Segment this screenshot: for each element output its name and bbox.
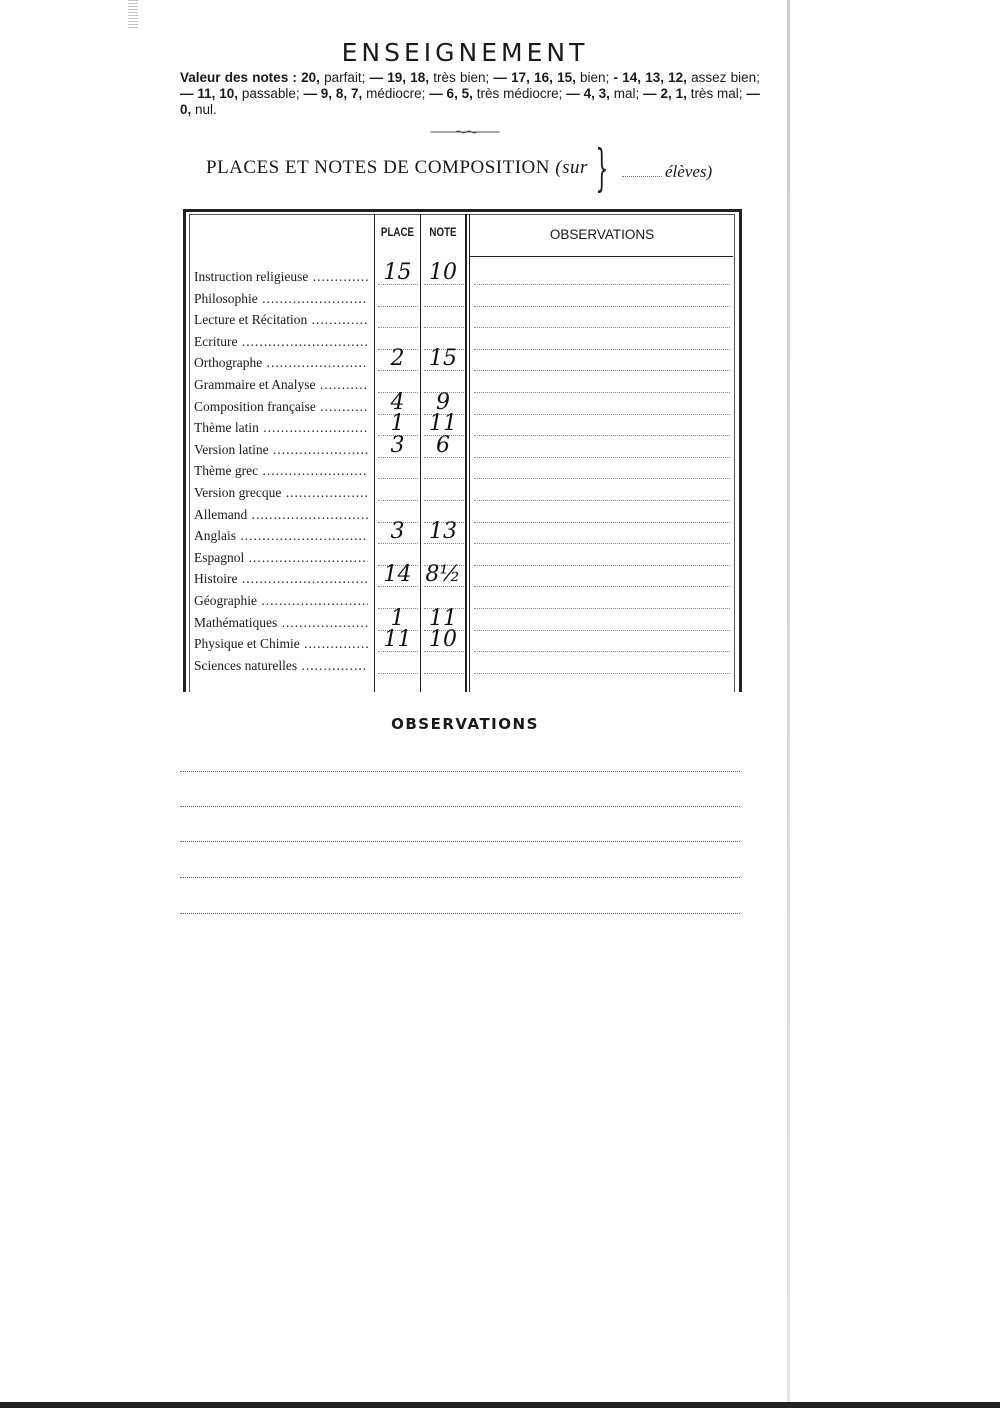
table-row <box>0 389 1000 419</box>
grade-word: nul. <box>195 102 217 117</box>
observation-cell[interactable] <box>474 565 730 566</box>
page-edge-right <box>787 0 790 1408</box>
brace-icon: } <box>595 139 609 197</box>
observation-cell[interactable] <box>474 543 730 544</box>
table-row <box>0 260 1000 289</box>
place-value: 11 <box>383 627 412 653</box>
table-row <box>0 332 1000 354</box>
grade-value: — 17, 16, 15, <box>493 70 576 85</box>
subject-label: Thème latin ..... <box>194 420 368 436</box>
observation-cell[interactable] <box>474 586 730 587</box>
table-row <box>0 656 1000 678</box>
observation-cell[interactable] <box>474 500 730 501</box>
subject-label: Grammaire et Analyse ..... <box>194 377 368 393</box>
place-value: 4 <box>390 389 405 415</box>
note-value: 10 <box>429 627 457 653</box>
note-value: 10 <box>429 260 457 285</box>
subject-label: Mathématiques ..... <box>194 615 368 631</box>
place-value: 15 <box>383 260 412 285</box>
subject-label: Version grecque ..... <box>194 485 368 501</box>
table-row <box>0 483 1000 505</box>
subject-label: Thème grec ..... <box>194 463 368 479</box>
grade-word: très mal; <box>690 86 743 101</box>
observation-cell[interactable] <box>474 608 730 609</box>
table-row <box>0 627 1000 656</box>
observation-line[interactable] <box>180 841 740 842</box>
page-edge-bottom <box>0 1402 1000 1408</box>
subheading-eleves: élèves) <box>665 162 713 181</box>
column-header-note: NOTE <box>429 227 457 239</box>
grade-value: — 9, 8, 7, <box>303 86 363 101</box>
place-value: 1 <box>390 411 405 437</box>
table-row <box>0 310 1000 332</box>
subject-label: Philosophie ..... <box>194 291 368 307</box>
table-row <box>0 562 1000 591</box>
place-cell[interactable] <box>378 478 418 479</box>
page-heading: ENSEIGNEMENT <box>341 38 589 67</box>
table-border-top-inner <box>189 214 735 215</box>
table-row <box>0 375 1000 397</box>
observation-cell[interactable] <box>474 457 730 458</box>
note-value: 9 <box>436 389 450 415</box>
grade-value: — 6, 5, <box>429 86 473 101</box>
place-value: 2 <box>390 346 405 372</box>
grade-value: — 0, <box>180 86 760 117</box>
grade-scale <box>180 70 760 118</box>
observation-cell[interactable] <box>474 349 730 350</box>
observation-cell[interactable] <box>474 327 730 328</box>
place-cell[interactable] <box>378 673 418 674</box>
subject-label: Sciences naturelles ..... <box>194 658 368 674</box>
subject-label: Allemand ..... <box>194 507 368 523</box>
scan-crease <box>128 0 138 30</box>
observation-cell[interactable] <box>474 392 730 393</box>
grade-value: — 2, 1, <box>643 86 687 101</box>
subject-label: Ecriture ..... <box>194 334 368 350</box>
note-value: 15 <box>429 346 457 372</box>
subject-label: Histoire ..... <box>194 571 368 587</box>
place-cell[interactable] <box>378 327 418 328</box>
subject-label: Instruction religieuse ..... <box>194 269 368 285</box>
grade-scale-label: Valeur des notes : <box>180 70 297 85</box>
place-cell[interactable] <box>378 306 418 307</box>
observation-cell[interactable] <box>474 370 730 371</box>
subject-label: Composition française ..... <box>194 399 368 415</box>
table-row <box>0 605 1000 635</box>
grade-value: — 11, 10, <box>180 86 238 101</box>
table-row <box>0 519 1000 548</box>
grade-value: - 14, 13, 12, <box>613 70 687 85</box>
subject-label: Orthographe ..... <box>194 355 368 371</box>
note-value: 13 <box>429 519 457 545</box>
section-subheading <box>206 157 588 179</box>
observations-header-rule <box>470 256 733 257</box>
grade-word: médiocre; <box>366 86 426 101</box>
grade-word: bien; <box>580 70 610 85</box>
grade-word: mal; <box>613 86 640 101</box>
grade-word: très médiocre; <box>476 86 563 101</box>
observation-line[interactable] <box>180 877 740 878</box>
grade-value: — 4, 3, <box>566 86 610 101</box>
observation-cell[interactable] <box>474 284 730 285</box>
observations-title: OBSERVATIONS <box>391 715 539 733</box>
table-row <box>0 591 1000 613</box>
subheading-main: PLACES ET NOTES DE COMPOSITION <box>206 157 551 178</box>
place-value: 3 <box>390 519 405 545</box>
table-row <box>0 461 1000 483</box>
grade-word: passable; <box>241 86 300 101</box>
table-row <box>0 289 1000 311</box>
subject-label: Lecture et Récitation ..... <box>194 312 368 328</box>
observation-cell[interactable] <box>474 478 730 479</box>
observation-cell[interactable] <box>474 651 730 652</box>
subject-label: Espagnol ..... <box>194 550 368 566</box>
observation-cell[interactable] <box>474 630 730 631</box>
note-value: 8½ <box>425 562 461 588</box>
observation-line[interactable] <box>180 771 740 772</box>
subheading-sur: (sur <box>555 157 588 178</box>
grade-word: parfait; <box>324 70 366 85</box>
table-row <box>0 346 1000 375</box>
subject-label: Géographie ..... <box>194 593 368 609</box>
note-cell[interactable] <box>424 500 464 501</box>
grade-value: 20, <box>301 70 320 85</box>
observation-cell[interactable] <box>474 414 730 415</box>
ornament-divider <box>413 130 517 134</box>
subject-label: Physique et Chimie ..... <box>194 636 368 652</box>
grade-value: — 19, 18, <box>369 70 430 85</box>
column-header-observations: OBSERVATIONS <box>549 227 655 242</box>
note-cell[interactable] <box>424 478 464 479</box>
column-header-place: PLACE <box>380 227 415 239</box>
note-cell[interactable] <box>424 327 464 328</box>
subject-label: Version latine ..... <box>194 442 368 458</box>
grade-word: assez bien; <box>691 70 760 85</box>
observation-cell[interactable] <box>474 306 730 307</box>
observation-line[interactable] <box>180 806 740 807</box>
table-row <box>0 411 1000 440</box>
table-row <box>0 505 1000 527</box>
observation-cell[interactable] <box>474 673 730 674</box>
place-value: 14 <box>383 562 412 588</box>
observation-line[interactable] <box>180 913 740 914</box>
grade-word: très bien; <box>433 70 490 85</box>
place-cell[interactable] <box>378 500 418 501</box>
note-value: 6 <box>436 432 450 458</box>
observation-cell[interactable] <box>474 522 730 523</box>
place-value: 1 <box>390 605 405 631</box>
note-cell[interactable] <box>424 673 464 674</box>
place-value: 3 <box>390 432 405 458</box>
student-count-field <box>622 176 662 177</box>
observation-cell[interactable] <box>474 435 730 436</box>
note-cell[interactable] <box>424 306 464 307</box>
table-row <box>0 432 1000 462</box>
note-value: 11 <box>429 411 457 437</box>
table-row <box>0 548 1000 570</box>
subject-label: Anglais ..... <box>194 528 368 544</box>
note-value: 11 <box>429 605 457 631</box>
